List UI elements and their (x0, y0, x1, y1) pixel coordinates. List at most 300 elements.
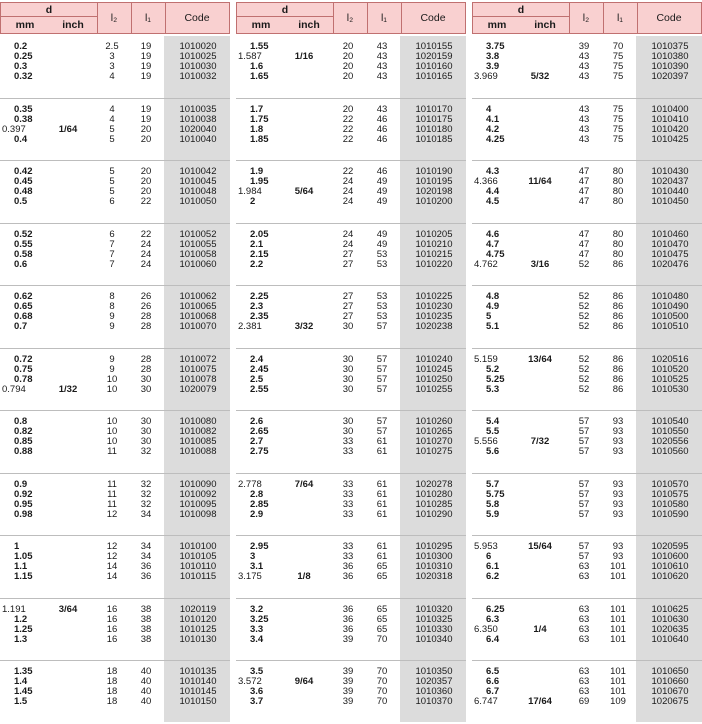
mm-value: 5.3 (486, 383, 500, 395)
code-value: 1020357 (415, 676, 453, 688)
mm-value: 2.6 (250, 416, 264, 427)
l2-value: 20 (342, 41, 354, 52)
mm-value: 6.747 (474, 696, 498, 708)
l2-value: 20 (342, 51, 354, 63)
l1-value: 19 (140, 71, 152, 83)
l1-value: 19 (140, 61, 152, 73)
code-value: 1010660 (651, 676, 689, 688)
l1-value: 19 (140, 41, 152, 52)
code-value: 1010540 (651, 416, 689, 427)
mm-value: 3.2 (250, 603, 264, 615)
inch-value: 7/32 (530, 436, 550, 448)
inch-value: 1/4 (533, 623, 547, 635)
mm-value: 1.4 (14, 676, 28, 688)
mm-value: 6.3 (486, 613, 500, 625)
l1-value: 38 (140, 603, 152, 615)
group-separator (236, 535, 466, 536)
code-value: 1010120 (179, 613, 217, 625)
l2-value: 16 (106, 613, 118, 625)
l1-value: 28 (140, 321, 152, 333)
code-value: 1010380 (651, 51, 689, 63)
mm-value: 2.9 (250, 508, 264, 520)
l2-value: 5 (109, 123, 115, 135)
code-value: 1010550 (651, 426, 689, 438)
mm-value: 0.52 (14, 228, 33, 240)
l2-value: 36 (342, 561, 354, 573)
mm-value: 1.2 (14, 613, 28, 625)
mm-value: 4.8 (486, 291, 500, 302)
code-value: 1010285 (415, 498, 453, 510)
code-value: 1010590 (651, 508, 689, 520)
l1-value: 86 (612, 353, 624, 365)
mm-value: 2.25 (250, 291, 269, 302)
l1-value: 19 (140, 113, 152, 125)
l1-value: 34 (140, 551, 152, 563)
l2-value: 57 (578, 478, 590, 490)
mm-value: 2.3 (250, 301, 264, 313)
mm-value: 6.5 (486, 666, 500, 677)
code-value: 1020278 (415, 478, 453, 490)
l2-value: 69 (578, 696, 590, 708)
code-value: 1020119 (179, 603, 217, 615)
code-value: 1010092 (179, 488, 217, 500)
mm-value: 0.48 (14, 186, 33, 198)
header-divider (237, 16, 333, 17)
code-value: 1010670 (651, 686, 689, 698)
l1-value: 34 (140, 508, 152, 520)
mm-value: 5.6 (486, 446, 500, 458)
code-value: 1010075 (179, 363, 217, 375)
code-value: 1010048 (179, 186, 217, 198)
mm-value: 3 (250, 551, 256, 563)
mm-value: 2.15 (250, 248, 269, 260)
mm-value: 6.4 (486, 633, 500, 645)
l2-value: 8 (109, 301, 115, 313)
l1-value: 46 (376, 133, 388, 145)
l2-value: 3 (109, 51, 115, 63)
l2-value: 11 (107, 446, 117, 458)
l2-value: 52 (578, 291, 590, 302)
mm-value: 5.159 (474, 353, 498, 365)
code-value: 1020635 (651, 623, 689, 635)
code-value: 1010215 (415, 248, 453, 260)
l1-value: 24 (140, 258, 152, 270)
l1-value: 75 (612, 123, 624, 135)
code-value: 1010240 (415, 353, 453, 365)
l2-value: 12 (106, 551, 118, 563)
l2-value: 11 (107, 478, 117, 490)
l1-value: 101 (610, 633, 626, 645)
l2-value: 7 (109, 258, 115, 270)
l1-value: 32 (140, 446, 152, 458)
mm-value: 2.778 (238, 478, 262, 490)
l1-value: 40 (140, 676, 152, 688)
l1-value: 49 (376, 176, 388, 188)
l2-value: 3 (109, 61, 115, 73)
mm-value: 1.9 (250, 166, 264, 177)
mm-value: 0.72 (14, 353, 33, 365)
code-value: 1010115 (179, 571, 217, 583)
code-value: 1010575 (651, 488, 689, 500)
code-value: 1010082 (179, 426, 217, 438)
mm-value: 4.6 (486, 228, 500, 240)
l2-value: 33 (342, 541, 354, 552)
code-value: 1010425 (651, 133, 689, 145)
code-value: 1010155 (415, 41, 453, 52)
code-value: 1010640 (651, 633, 689, 645)
mm-value: 3.572 (238, 676, 262, 688)
mm-value: 2.381 (238, 321, 262, 333)
l1-value: 93 (612, 436, 624, 448)
l2-value: 24 (342, 228, 354, 240)
code-value: 1010340 (415, 633, 453, 645)
l1-value: 38 (140, 633, 152, 645)
group-separator (236, 660, 466, 661)
mm-value: 5.5 (486, 426, 500, 438)
mm-value: 5.7 (486, 478, 500, 490)
code-value: 1010320 (415, 603, 453, 615)
code-value: 1010510 (651, 321, 689, 333)
l2-value: 39 (342, 666, 354, 677)
l2-value: 16 (106, 623, 118, 635)
l1-value: 75 (612, 51, 624, 63)
l2-value: 43 (578, 103, 590, 115)
l2-value: 52 (578, 321, 590, 333)
group-separator (472, 348, 702, 349)
l2-value: 57 (578, 508, 590, 520)
mm-value: 0.82 (14, 426, 33, 438)
l2-value: 36 (342, 603, 354, 615)
mm-value: 1.85 (250, 133, 269, 145)
l1-value: 86 (612, 311, 624, 323)
l2-value: 6 (109, 228, 115, 240)
l1-value: 30 (140, 373, 152, 385)
l2-value: 5 (109, 133, 115, 145)
inch-value: 1/16 (294, 51, 314, 63)
mm-value: 2.45 (250, 363, 269, 375)
code-value: 1010098 (179, 508, 217, 520)
l1-value: 61 (376, 488, 388, 500)
mm-value: 4.762 (474, 258, 498, 270)
l1-value: 109 (610, 696, 626, 708)
code-value: 1010035 (179, 103, 217, 115)
code-value: 1010310 (415, 561, 453, 573)
l2-value: 63 (578, 666, 590, 677)
group-separator (472, 535, 702, 536)
mm-value: 4.5 (486, 196, 500, 208)
code-value: 1010140 (179, 676, 217, 688)
l1-value: 86 (612, 363, 624, 375)
mm-value: 2.8 (250, 488, 264, 500)
l2-value: 43 (578, 123, 590, 135)
l1-value: 32 (140, 488, 152, 500)
mm-value: 0.45 (14, 176, 33, 188)
l1-value: 75 (612, 133, 624, 145)
group-separator (0, 598, 230, 599)
mm-value: 0.62 (14, 291, 33, 302)
code-value: 1010325 (415, 613, 453, 625)
mm-value: 0.68 (14, 311, 33, 323)
l1-value: 40 (140, 686, 152, 698)
l2-value: 39 (342, 696, 354, 708)
code-value: 1010290 (415, 508, 453, 520)
mm-value: 1 (14, 541, 20, 552)
code-value: 1010250 (415, 373, 453, 385)
mm-value: 1.45 (14, 686, 33, 698)
l2-value: 30 (342, 353, 354, 365)
l1-value: 101 (610, 686, 626, 698)
l2-value: 52 (578, 311, 590, 323)
inch-value: 3/64 (58, 603, 78, 615)
l2-value: 4 (109, 103, 115, 115)
code-value: 1010525 (651, 373, 689, 385)
l2-value: 33 (342, 498, 354, 510)
l1-value: 57 (376, 426, 388, 438)
l1-value: 93 (612, 541, 624, 552)
l1-value: 70 (376, 696, 388, 708)
inch-value: 1/64 (58, 123, 78, 135)
inch-value: 7/64 (294, 478, 314, 490)
mm-value: 4.1 (486, 113, 500, 125)
l2-value: 47 (578, 238, 590, 250)
l2-value: 33 (342, 508, 354, 520)
mm-value: 1.55 (250, 41, 269, 52)
l1-value: 80 (612, 228, 624, 240)
code-value: 1010030 (179, 61, 217, 73)
l1-value: 93 (612, 498, 624, 510)
l2-value: 39 (578, 41, 590, 52)
l1-value: 80 (612, 238, 624, 250)
l2-value: 27 (342, 258, 354, 270)
l2-value: 52 (578, 373, 590, 385)
l2-value: 47 (578, 228, 590, 240)
code-value: 1020238 (415, 321, 453, 333)
l1-value: 20 (140, 166, 152, 177)
l1-value: 65 (376, 571, 388, 583)
inch-value: 17/64 (528, 696, 552, 708)
header-d: d (45, 4, 53, 16)
l2-value: 20 (342, 61, 354, 73)
l2-value: 27 (342, 291, 354, 302)
code-value: 1010210 (415, 238, 453, 250)
l2-value: 52 (578, 258, 590, 270)
l1-value: 36 (140, 561, 152, 573)
mm-value: 0.92 (14, 488, 33, 500)
l1-value: 36 (140, 571, 152, 583)
l2-value: 5 (109, 166, 115, 177)
code-value: 1010160 (415, 61, 453, 73)
l2-value: 33 (342, 551, 354, 563)
code-value: 1010020 (179, 41, 217, 52)
l2-value: 22 (342, 113, 354, 125)
l1-value: 70 (376, 686, 388, 698)
l1-value: 28 (140, 363, 152, 375)
l1-value: 24 (140, 238, 152, 250)
l1-value: 28 (140, 353, 152, 365)
code-value: 1010105 (179, 551, 217, 563)
l2-value: 30 (342, 426, 354, 438)
l1-value: 80 (612, 176, 624, 188)
mm-value: 0.42 (14, 166, 33, 177)
header-code: Code (656, 12, 682, 24)
code-value: 1010135 (179, 666, 217, 677)
mm-value: 1.05 (14, 551, 33, 563)
code-value: 1010270 (415, 436, 453, 448)
mm-value: 3.4 (250, 633, 264, 645)
code-value: 1020516 (651, 353, 689, 365)
mm-value: 4.25 (486, 133, 505, 145)
l1-value: 46 (376, 123, 388, 135)
inch-value: 1/8 (297, 571, 311, 583)
mm-value: 2.5 (250, 373, 264, 385)
code-value: 1010050 (179, 196, 217, 208)
mm-value: 0.38 (14, 113, 33, 125)
l2-value: 52 (578, 383, 590, 395)
l2-value: 18 (106, 676, 118, 688)
l1-value: 20 (140, 123, 152, 135)
l2-value: 11 (107, 498, 117, 510)
group-separator (236, 348, 466, 349)
code-value: 1010245 (415, 363, 453, 375)
l1-value: 30 (140, 436, 152, 448)
mm-value: 6.7 (486, 686, 500, 698)
code-value: 1010400 (651, 103, 689, 115)
code-value: 1020318 (415, 571, 453, 583)
code-value: 1020675 (651, 696, 689, 708)
l2-value: 9 (109, 353, 115, 365)
table-panel-2 (236, 2, 466, 722)
l2-value: 24 (342, 238, 354, 250)
table-header (0, 2, 230, 34)
mm-value: 1.95 (250, 176, 269, 188)
mm-value: 3.1 (250, 561, 264, 573)
l2-value: 27 (342, 311, 354, 323)
code-value: 1010045 (179, 176, 217, 188)
mm-value: 4.7 (486, 238, 500, 250)
code-value: 1020198 (415, 186, 453, 198)
code-value: 1010125 (179, 623, 217, 635)
l1-value: 20 (140, 133, 152, 145)
code-value: 1010085 (179, 436, 217, 448)
group-separator (0, 98, 230, 99)
mm-value: 2.55 (250, 383, 269, 395)
mm-value: 3.5 (250, 666, 264, 677)
group-separator (0, 160, 230, 161)
mm-value: 3.969 (474, 71, 498, 83)
l2-value: 20 (342, 103, 354, 115)
mm-value: 3.3 (250, 623, 264, 635)
l2-value: 4 (109, 71, 115, 83)
mm-value: 1.5 (14, 696, 28, 708)
code-value: 1010200 (415, 196, 453, 208)
code-value: 1010370 (415, 696, 453, 708)
l2-value: 12 (106, 541, 118, 552)
l1-value: 93 (612, 508, 624, 520)
mm-value: 5.8 (486, 498, 500, 510)
l1-value: 53 (376, 258, 388, 270)
l2-value: 30 (342, 373, 354, 385)
mm-value: 2.85 (250, 498, 269, 510)
header-mm: mm (251, 19, 271, 31)
inch-value: 1/32 (58, 383, 78, 395)
l2-value: 43 (578, 113, 590, 125)
mm-value: 0.9 (14, 478, 28, 490)
l1-value: 53 (376, 311, 388, 323)
code-value: 1010130 (179, 633, 217, 645)
group-separator (236, 160, 466, 161)
l1-value: 49 (376, 228, 388, 240)
code-value: 1010095 (179, 498, 217, 510)
code-value: 1010630 (651, 613, 689, 625)
l2-value: 43 (578, 71, 590, 83)
header-l1: l₁ (145, 12, 151, 24)
l2-value: 18 (106, 696, 118, 708)
l2-value: 47 (578, 186, 590, 198)
l1-value: 70 (376, 633, 388, 645)
l1-value: 101 (610, 561, 626, 573)
l1-value: 28 (140, 311, 152, 323)
code-value: 1010600 (651, 551, 689, 563)
mm-value: 0.3 (14, 61, 28, 73)
mm-value: 0.8 (14, 416, 28, 427)
l2-value: 30 (342, 321, 354, 333)
header-inch: inch (298, 19, 320, 31)
l1-value: 93 (612, 488, 624, 500)
code-value: 1010490 (651, 301, 689, 313)
code-value: 1010052 (179, 228, 217, 240)
code-value: 1010375 (651, 41, 689, 52)
l1-value: 75 (612, 61, 624, 73)
l2-value: 33 (342, 436, 354, 448)
l2-value: 24 (342, 186, 354, 198)
header-mm: mm (15, 19, 35, 31)
inch-value: 3/32 (294, 321, 314, 333)
code-value: 1010520 (651, 363, 689, 375)
l1-value: 101 (610, 571, 626, 583)
l2-value: 10 (106, 436, 118, 448)
l2-value: 5 (109, 176, 115, 188)
mm-value: 3.75 (486, 41, 505, 52)
l2-value: 47 (578, 248, 590, 260)
l1-value: 43 (376, 61, 388, 73)
header-l2: l₂ (110, 12, 118, 24)
code-value: 1010475 (651, 248, 689, 260)
l1-value: 53 (376, 301, 388, 313)
mm-value: 1.587 (238, 51, 262, 63)
l2-value: 57 (578, 416, 590, 427)
mm-value: 2.35 (250, 311, 269, 323)
code-value: 1010175 (415, 113, 453, 125)
mm-value: 5.9 (486, 508, 500, 520)
l2-value: 11 (107, 488, 117, 500)
l1-value: 93 (612, 551, 624, 563)
l1-value: 93 (612, 426, 624, 438)
l2-value: 18 (106, 666, 118, 677)
l2-value: 57 (578, 498, 590, 510)
code-value: 1010070 (179, 321, 217, 333)
l2-value: 57 (578, 551, 590, 563)
header-d: d (517, 4, 525, 16)
l1-value: 61 (376, 436, 388, 448)
l1-value: 80 (612, 196, 624, 208)
code-value: 1010230 (415, 301, 453, 313)
l1-value: 49 (376, 196, 388, 208)
l1-value: 30 (140, 426, 152, 438)
l2-value: 24 (342, 196, 354, 208)
l2-value: 63 (578, 603, 590, 615)
l2-value: 43 (578, 133, 590, 145)
l2-value: 20 (342, 71, 354, 83)
